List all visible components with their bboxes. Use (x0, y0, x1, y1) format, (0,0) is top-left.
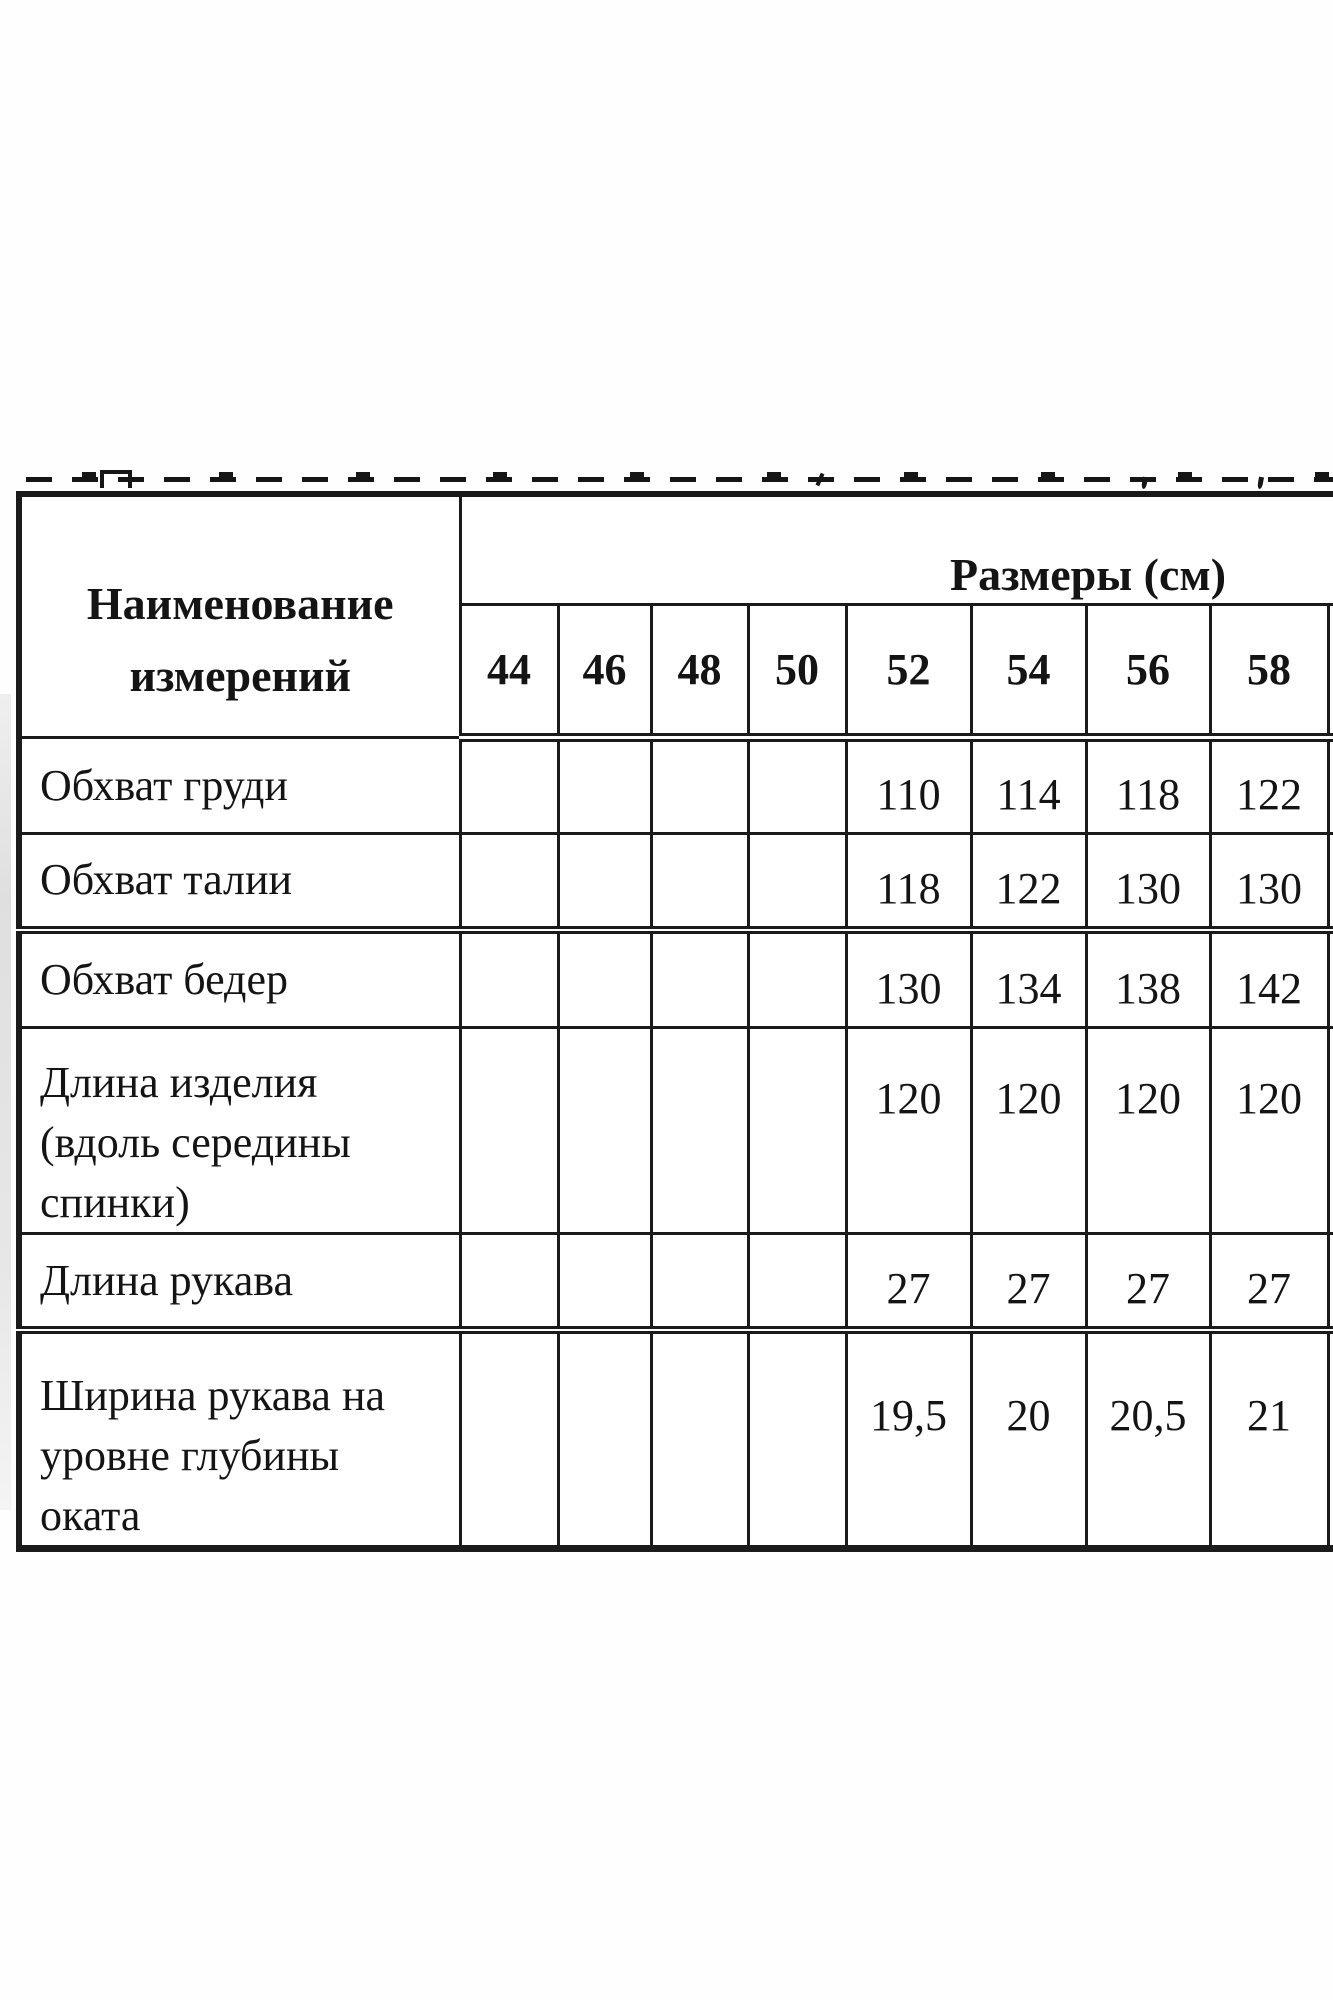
measurement-value: 20,5 (1086, 1330, 1210, 1549)
size-header-cell: 58 (1210, 605, 1328, 738)
table-row (19, 1234, 1333, 1330)
clipped-text-line (26, 472, 1333, 482)
measurement-value (651, 738, 748, 834)
measurement-value: 130 (1210, 834, 1328, 930)
measurement-value (558, 834, 651, 930)
column-header-sizes-group: Размеры (см) (460, 494, 1333, 605)
measurement-value (748, 1234, 846, 1330)
size-header-cell: 48 (651, 605, 748, 738)
measurement-value (748, 738, 846, 834)
clipped-text-fragment (816, 473, 825, 487)
measurement-value: 134 (971, 930, 1086, 1028)
measurement-value: 120 (1210, 1028, 1328, 1234)
measurement-value: 130 (1086, 834, 1210, 930)
table-row (19, 1330, 1333, 1549)
measurement-value: 122 (971, 834, 1086, 930)
measurement-value (651, 1234, 748, 1330)
measurement-value (651, 834, 748, 930)
clipped-text-fragment (1141, 477, 1148, 490)
measurement-value (460, 1234, 558, 1330)
measurement-value: 27 (1210, 1234, 1328, 1330)
measurement-value-cutoff (1328, 1234, 1333, 1330)
row-label: Обхват талии (19, 834, 460, 930)
measurement-value (748, 834, 846, 930)
measurement-value: 27 (1086, 1234, 1210, 1330)
size-header-cell-cutoff (1328, 605, 1333, 738)
measurement-value (460, 834, 558, 930)
table-row (19, 738, 1333, 834)
measurement-value-cutoff (1328, 1028, 1333, 1234)
measurement-value-cutoff (1328, 1330, 1333, 1549)
measurement-value: 27 (971, 1234, 1086, 1330)
measurement-value: 122 (1210, 738, 1328, 834)
clipped-text-fragment (1257, 477, 1264, 490)
measurement-value: 120 (971, 1028, 1086, 1234)
measurement-value (651, 1330, 748, 1549)
measurement-value-cutoff (1328, 738, 1333, 834)
measurement-value (558, 738, 651, 834)
size-header-cell: 52 (846, 605, 971, 738)
row-label: Ширина рукава на уровне глубины оката (19, 1330, 460, 1549)
measurement-value (460, 1028, 558, 1234)
table-row (19, 834, 1333, 930)
measurement-value: 114 (971, 738, 1086, 834)
measurement-value: 142 (1210, 930, 1328, 1028)
measurement-value: 120 (846, 1028, 971, 1234)
measurement-value: 19,5 (846, 1330, 971, 1549)
size-header-cell: 50 (748, 605, 846, 738)
measurement-value (460, 738, 558, 834)
measurement-value (748, 930, 846, 1028)
table-header-row-top (19, 494, 1333, 605)
measurement-value: 118 (1086, 738, 1210, 834)
measurement-value-cutoff (1328, 930, 1333, 1028)
row-label: Длина рукава (19, 1234, 460, 1330)
size-header-cell: 46 (558, 605, 651, 738)
clipped-text-fragment (100, 470, 132, 488)
size-header-cell: 56 (1086, 605, 1210, 738)
measurement-value (651, 1028, 748, 1234)
size-header-cell: 44 (460, 605, 558, 738)
measurement-value: 20 (971, 1330, 1086, 1549)
measurement-value (558, 1234, 651, 1330)
measurement-value: 130 (846, 930, 971, 1028)
size-measurements-table (16, 491, 1333, 1552)
measurement-value (460, 930, 558, 1028)
measurement-value: 138 (1086, 930, 1210, 1028)
measurement-value (558, 1028, 651, 1234)
row-label: Длина изделия (вдоль середины спинки) (19, 1028, 460, 1234)
measurement-value (748, 1028, 846, 1234)
measurement-value (558, 1330, 651, 1549)
measurement-value (558, 930, 651, 1028)
measurement-value (748, 1330, 846, 1549)
row-label: Обхват бедер (19, 930, 460, 1028)
measurement-value: 21 (1210, 1330, 1328, 1549)
scan-edge-artifact (0, 694, 11, 1510)
table-row (19, 930, 1333, 1028)
measurement-value: 27 (846, 1234, 971, 1330)
measurement-value: 118 (846, 834, 971, 930)
row-label: Обхват груди (19, 738, 460, 834)
measurement-value: 110 (846, 738, 971, 834)
size-header-cell: 54 (971, 605, 1086, 738)
table-row (19, 1028, 1333, 1234)
measurement-value-cutoff (1328, 834, 1333, 930)
measurement-value: 120 (1086, 1028, 1210, 1234)
measurement-value (651, 930, 748, 1028)
column-header-measurement-name: Наименование измерений (19, 494, 460, 738)
measurement-value (460, 1330, 558, 1549)
